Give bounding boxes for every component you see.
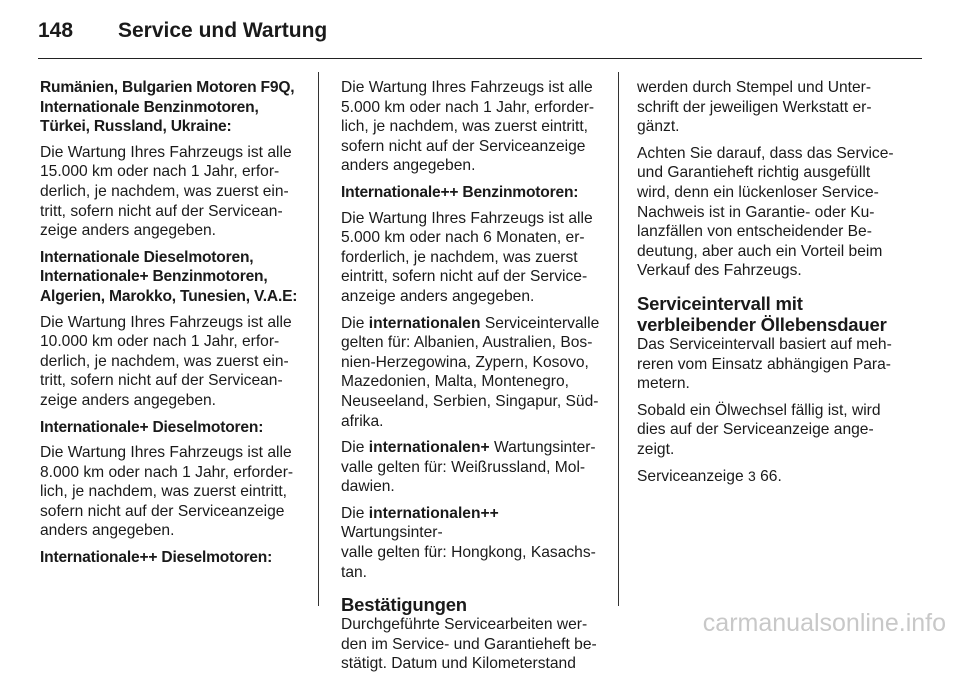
emphasis: internationalen++ — [368, 504, 499, 522]
paragraph: Sobald ein Ölwechsel fällig ist, wird dies auf der Serviceanzeige ange- zeigt. — [637, 401, 881, 458]
watermark: carmanualsonline.info — [702, 609, 946, 637]
reference-arrow-icon: 3 — [747, 467, 756, 484]
column-divider — [318, 72, 319, 606]
paragraph: Die internationalen++ Wartungsinter- valle gelten für: Hongkong, Kasachs- tan. — [341, 504, 596, 581]
page-number: 148 — [38, 19, 74, 42]
paragraph: Die Wartung Ihres Fahrzeugs ist alle 5.000 km oder nach 6 Monaten, er- forderlich, je nachdem, was zuerst eintritt, sofern nicht auf der Service- anzeige anders angegeben. — [341, 209, 593, 305]
column-2 — [341, 78, 603, 681]
section-title: Serviceintervall mit verbleibender Öllebensdauer — [637, 292, 887, 335]
paragraph: Durchgeführte Servicearbeiten wer- den im Service- und Garantieheft be- stätigt. Datum und Kilometerstand — [341, 616, 597, 673]
paragraph: Die Wartung Ihres Fahrzeugs ist alle 15.000 km oder nach 1 Jahr, erfor- derlich, je nachdem, was zuerst ein- tritt, sofern nicht auf der Servicean- zeige anders angegeben. — [40, 143, 292, 240]
emphasis: internationalen — [368, 314, 481, 332]
section-title: Bestätigungen — [341, 594, 467, 616]
section-heading: Internationale+ Dieselmotoren: — [40, 418, 264, 436]
section-heading: Internationale Dieselmotoren, Internationale+ Benzinmotoren, Algerien, Marokko, Tunesien, V.A.E: — [40, 248, 298, 305]
section-heading: Internationale++ Dieselmotoren: — [40, 549, 273, 567]
paragraph: Die internationalen+ Wartungsinter- valle gelten für: Weißrussland, Mol- dawien. — [341, 439, 596, 496]
paragraph: Die Wartung Ihres Fahrzeugs ist alle 8.000 km oder nach 1 Jahr, erforder- lich, je nachdem, was zuerst eintritt, sofern nicht auf der Serviceanzeige anders angegeben. — [40, 444, 294, 540]
emphasis: internationalen+ — [368, 439, 490, 457]
paragraph: Die Wartung Ihres Fahrzeugs ist alle 10.000 km oder nach 1 Jahr, erfor- derlich, je nachdem, was zuerst ein- tritt, sofern nicht auf der Servicean- zeige anders angegeben. — [40, 313, 292, 409]
column-divider — [618, 72, 619, 606]
paragraph: Das Serviceintervall basiert auf meh- reren vom Einsatz abhängigen Para- metern. — [637, 335, 892, 393]
column-3 — [637, 78, 907, 493]
page-header — [38, 16, 922, 59]
section-heading: Internationale++ Benzinmotoren: — [341, 183, 579, 201]
cross-reference[interactable]: Serviceanzeige 3 66. — [637, 467, 782, 485]
paragraph: Die internationalen Serviceintervalle gelten für: Albanien, Australien, Bos- nien-Herzegowina, Zypern, Kosovo, Mazedonien, Malta, Montenegro, Neuseeland, Serbien, Singapur, Süd- afrika. — [341, 314, 600, 430]
column-1 — [40, 78, 302, 574]
paragraph: Die Wartung Ihres Fahrzeugs ist alle 5.000 km oder nach 1 Jahr, erforder- lich, je nachdem, was zuerst eintritt, sofern nicht auf der Serviceanzeige anders angegeben. — [341, 79, 595, 175]
page-title: Service und Wartung — [118, 19, 328, 42]
paragraph: Achten Sie darauf, dass das Service- und Garantieheft richtig ausgefüllt wird, denn ein lückenloser Service- Nachweis ist in Garantie- oder Ku- lanzfällen von entscheidender Be- deutung, aber auch ein Vorteil beim Verkauf des Fahrzeugs. — [637, 144, 894, 280]
paragraph: werden durch Stempel und Unter- schrift der jeweiligen Werkstatt er- gänzt. — [637, 79, 872, 136]
section-heading: Rumänien, Bulgarien Motoren F9Q, Internationale Benzinmotoren, Türkei, Russland, Ukraine: — [40, 79, 295, 136]
